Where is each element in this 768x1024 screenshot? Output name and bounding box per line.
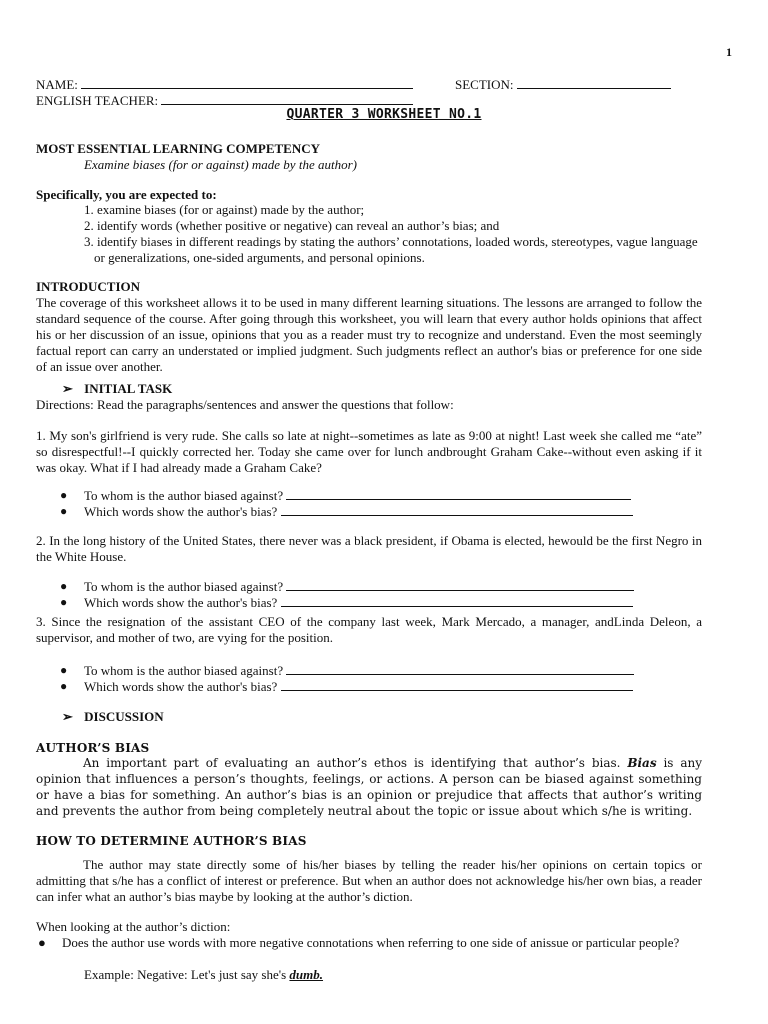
answer-blank[interactable]: [286, 662, 634, 675]
bias-term: Bias: [627, 756, 657, 770]
authors-bias-text-b: is any opinion that influences a person’s thoughts, feelings, or actions. A person can be biased against something or have a bias for something. An author’s bias is an opinion or prejudice that affects that author’s writing and prevents the author from being completely neutral about the topic or issue about which s/he is writing.: [36, 756, 702, 818]
answer-blank[interactable]: [281, 678, 633, 691]
example-word: dumb.: [289, 967, 324, 982]
teacher-blank[interactable]: [161, 92, 413, 105]
task-item-1-text: 1. My son's girlfriend is very rude. She calls so late at night--sometimes as late as 9:00 at night! Last week she called me “ate” so disrespectful!--I quickly corrected her. Today she came over for lunch andbrought Graham Cake--without even asking if it was okay. What if I had already made a Graham Cake?: [36, 428, 702, 475]
bullet-icon: ●: [38, 935, 46, 950]
bullet-icon: ●: [60, 579, 68, 593]
discussion-heading: [62, 709, 164, 725]
question-label: To whom is the author biased against?: [84, 663, 284, 678]
objective-item: 2. identify words (whether positive or negative) can reveal an author’s bias; and: [84, 218, 500, 233]
specifically-heading: Specifically, you are expected to:: [36, 187, 217, 202]
answer-blank[interactable]: [286, 487, 631, 500]
diction-question: Does the author use words with more negative connotations when referring to one side of anissue or particular people?: [62, 935, 680, 950]
determine-text: The author may state directly some of his/her biases by telling the reader his/her opinions on certain topics or admitting that s/he has a conflict of interest or preference. But when an author does not acknowledge his/her own bias, a reader can infer what an author’s bias maybe by looking at the author’s diction.: [36, 857, 702, 904]
authors-bias-heading: AUTHOR’S BIAS: [36, 741, 150, 755]
objective-item: 1. examine biases (for or against) made by the author;: [84, 202, 365, 217]
bullet-icon: ●: [60, 679, 68, 693]
example-line: [84, 967, 323, 983]
introduction-heading: INTRODUCTION: [36, 279, 141, 294]
arrow-icon: ➢: [62, 709, 73, 724]
diction-intro: When looking at the author’s diction:: [36, 919, 231, 934]
determine-heading: HOW TO DETERMINE AUTHOR’S BIAS: [36, 834, 307, 848]
name-blank[interactable]: [81, 76, 413, 89]
section-label: SECTION:: [455, 77, 514, 92]
name-line: [36, 76, 413, 93]
task-item-2-text: 2. In the long history of the United States, there never was a black president, if Obama is elected, hewould be the first Negro in the White House.: [36, 533, 702, 564]
name-label: NAME:: [36, 77, 78, 92]
question-label: Which words show the author's bias?: [84, 595, 278, 610]
bullet-icon: ●: [60, 663, 68, 677]
question-label: Which words show the author's bias?: [84, 679, 278, 694]
question-label: Which words show the author's bias?: [84, 504, 278, 519]
section-line: [455, 76, 671, 93]
authors-bias-text-a: An important part of evaluating an author’s ethos is identifying that author’s bias.: [83, 756, 628, 770]
bullet-icon: ●: [60, 504, 68, 518]
competency-heading: MOST ESSENTIAL LEARNING COMPETENCY: [36, 141, 321, 156]
objectives-list: [84, 202, 704, 266]
answer-blank[interactable]: [281, 503, 633, 516]
initial-task-label: INITIAL TASK: [84, 381, 173, 396]
teacher-label: ENGLISH TEACHER:: [36, 93, 159, 108]
example-prefix: Example: Negative: Let's just say she's: [84, 967, 290, 982]
page-number: 1: [726, 45, 732, 59]
introduction-text: The coverage of this worksheet allows it to be used in many different learning situations. The lessons are arranged to follow the standard sequence of the course. After going through this worksheet, you will learn that every author holds opinions that affect his or her discussion of an issue, opinions that you as a reader must try to recognize and understand. Even the most seemingly factual report can carry an understated or implied judgment. Such judgments reflect an author's bias or preference for one side of an issue over another.: [36, 295, 702, 374]
bullet-icon: ●: [60, 488, 68, 502]
objective-item: 3. identify biases in different readings by stating the authors’ connotations, loaded words, stereotypes, vague language or generalizations, one-sided arguments, and personal opinions.: [84, 234, 698, 265]
section-blank[interactable]: [517, 76, 671, 89]
bullet-icon: ●: [60, 595, 68, 609]
authors-bias-text: [36, 755, 702, 819]
directions-text: Directions: Read the paragraphs/sentences and answer the questions that follow:: [36, 397, 454, 412]
answer-blank[interactable]: [286, 578, 634, 591]
question-label: To whom is the author biased against?: [84, 579, 284, 594]
answer-blank[interactable]: [281, 594, 633, 607]
worksheet-title: QUARTER 3 WORKSHEET NO.1: [286, 107, 482, 122]
discussion-label: DISCUSSION: [84, 709, 164, 724]
task-item-3-text: 3. Since the resignation of the assistant CEO of the company last week, Mark Mercado, a manager, andLinda Deleon, a supervisor, and mother of two, are vying for the position.: [36, 614, 702, 645]
competency-text: Examine biases (for or against) made by the author): [84, 157, 357, 172]
question-label: To whom is the author biased against?: [84, 488, 284, 503]
initial-task-heading: [62, 381, 172, 397]
arrow-icon: ➢: [62, 381, 73, 396]
